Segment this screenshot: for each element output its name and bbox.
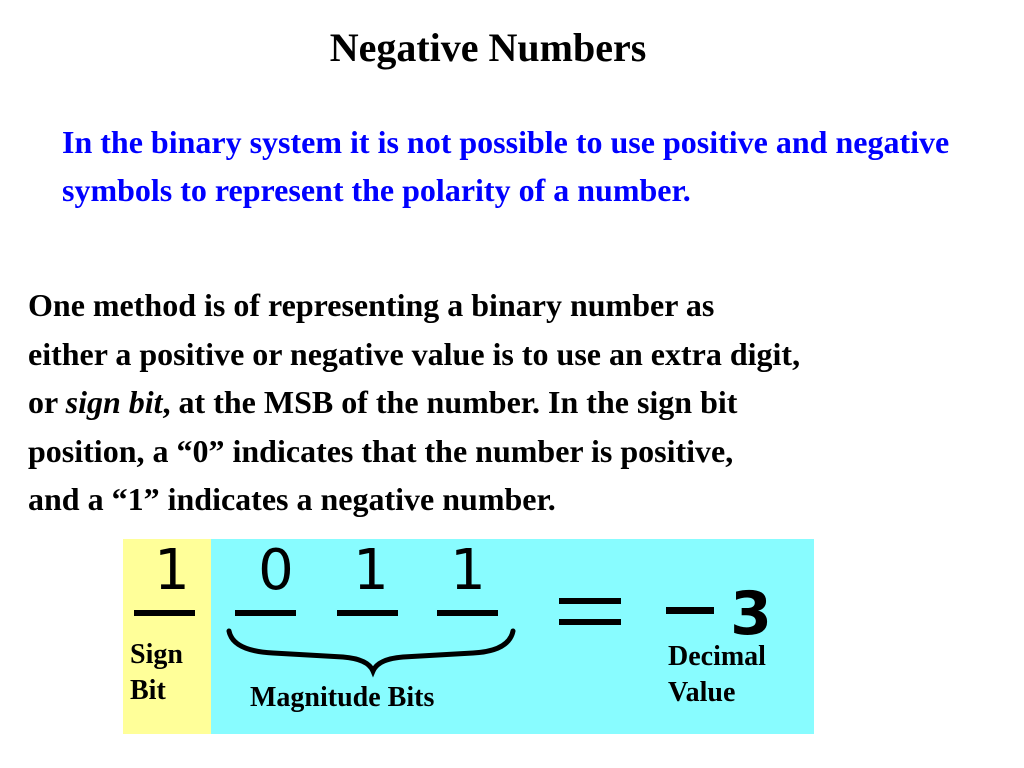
equals-sign: [559, 598, 621, 625]
magnitude-digit-3: 1: [450, 539, 486, 603]
decimal-value-digit: 3: [730, 579, 772, 649]
magnitude-brace: [229, 631, 513, 671]
magnitude-digit-2-underline: [337, 610, 398, 616]
decimal-value-label-line-1: Decimal: [668, 641, 766, 672]
body-line-5: and a “1” indicates a negative number.: [28, 481, 556, 517]
slide-title: Negative Numbers: [329, 25, 647, 70]
body-paragraph: [28, 281, 1018, 524]
sign-bit-diagram: [123, 539, 814, 734]
sign-bit-label-line-2: Bit: [130, 675, 166, 706]
decimal-value-label: [668, 639, 808, 711]
magnitude-bits-label: Magnitude Bits: [250, 682, 435, 713]
sign-bit-term: sign bit: [65, 384, 163, 420]
body-line-3-start: or: [28, 384, 66, 420]
magnitude-digit-1-underline: [235, 610, 296, 616]
sign-digit: 1: [154, 539, 190, 603]
body-line-4: position, a “0” indicates that the number is positive,: [28, 432, 734, 469]
intro-paragraph: In the binary system it is not possible to use positive and negative symbols to represent the polarity of a number.: [62, 124, 950, 208]
body-line-1: One method is of representing a binary number as: [28, 287, 715, 323]
sign-bit-label: [130, 637, 210, 709]
magnitude-digit-3-underline: [437, 610, 498, 616]
sign-bit-label-line-1: Sign: [130, 639, 183, 670]
body-line-3: [28, 378, 1018, 427]
magnitude-digit-1: 0: [258, 539, 294, 603]
sign-digit-underline: [134, 610, 195, 616]
body-line-3-end: , at the MSB of the number. In the sign bit: [162, 384, 738, 420]
magnitude-digit-2: 1: [353, 539, 389, 603]
decimal-value-label-line-2: Value: [668, 677, 736, 708]
body-line-2: either a positive or negative value is to use an extra digit,: [28, 335, 801, 372]
negative-sign: [666, 607, 714, 614]
